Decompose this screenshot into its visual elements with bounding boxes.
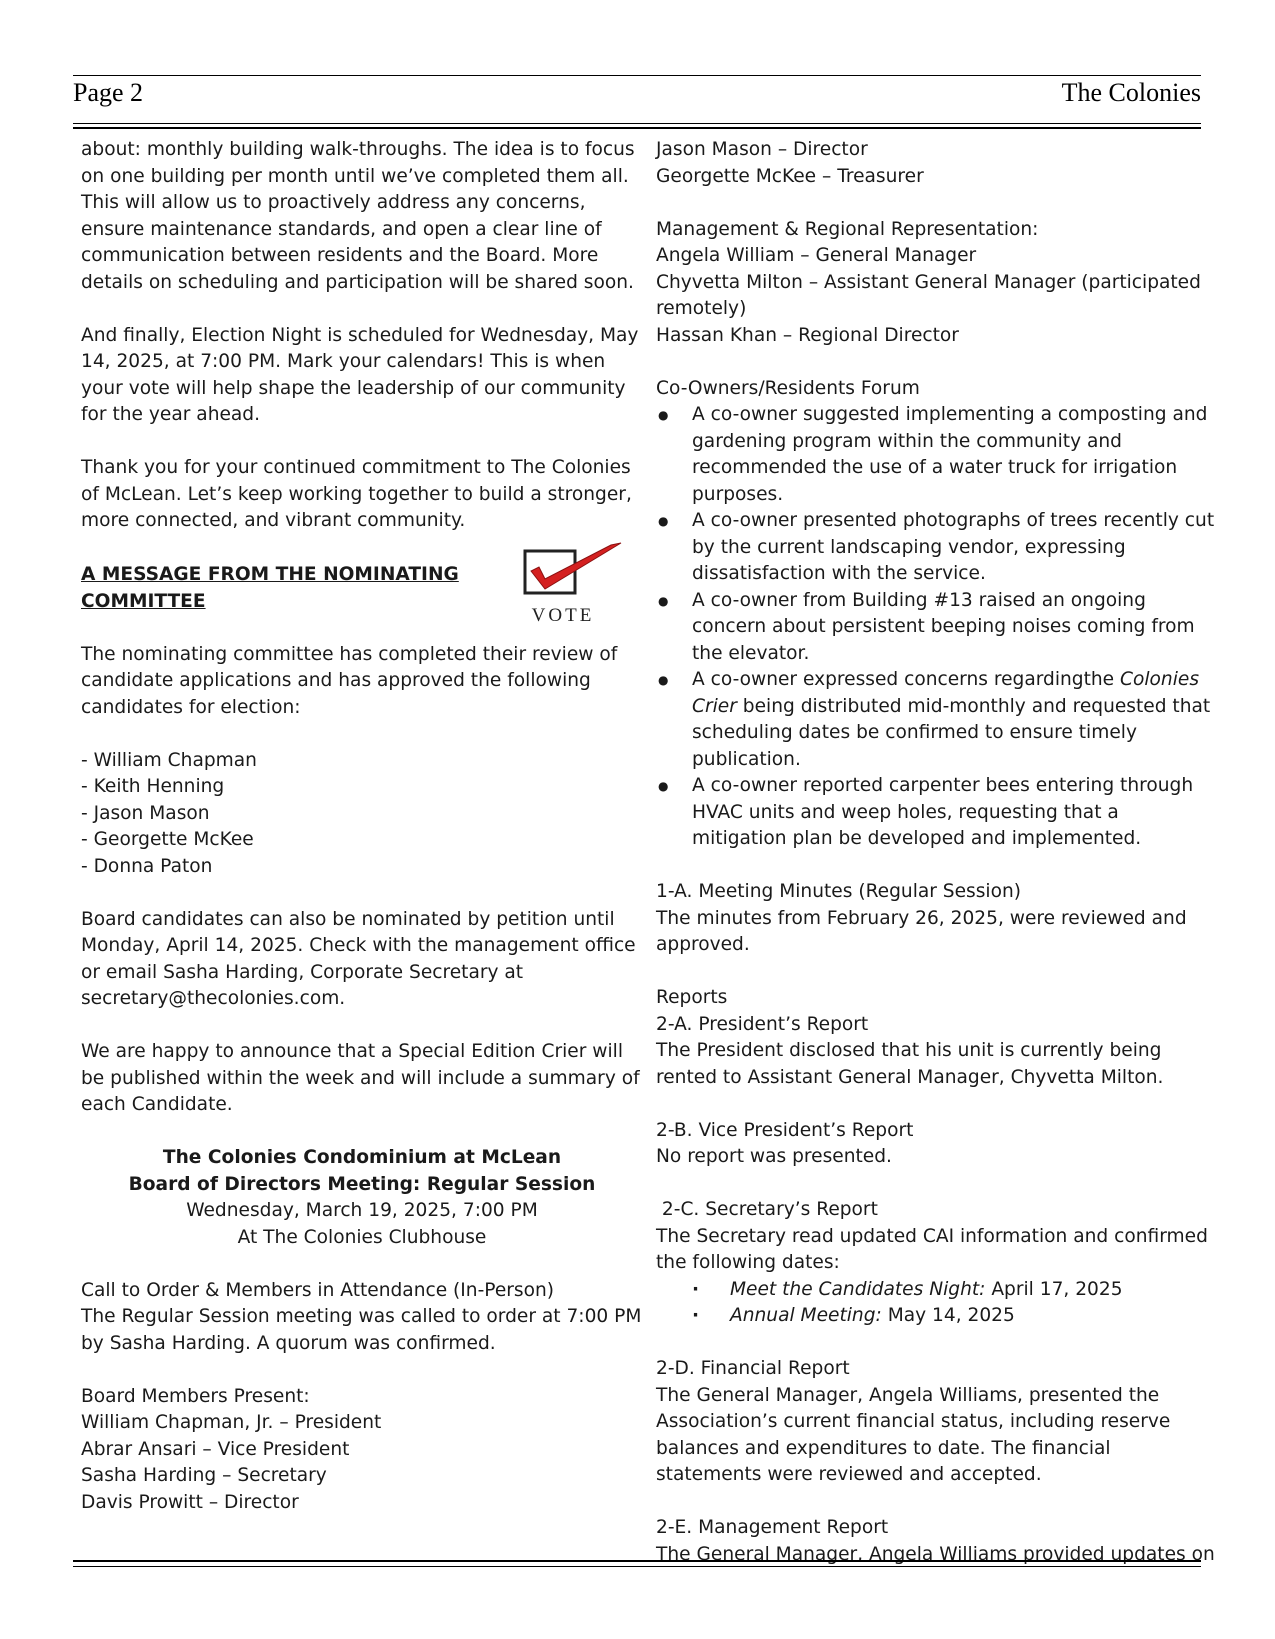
vp-report-text: No report was presented.	[656, 1146, 892, 1167]
date-value: April 17, 2025	[985, 1278, 1123, 1300]
management-member: Angela William – General Manager	[656, 245, 977, 266]
forum-item: ● A co-owner from Building #13 raised an ongoing concern about persistent beeping noises coming from the elevator.	[656, 588, 1216, 668]
management-report-heading: 2-E. Management Report	[656, 1517, 889, 1538]
footer-rule-thick	[73, 1560, 1201, 1562]
secretary-report-heading: 2-C. Secretary’s Report	[656, 1199, 878, 1220]
management-member: Chyvetta Milton – Assistant General Manager (participated remotely)	[656, 271, 1201, 319]
president-report-text: The President disclosed that his unit is currently being rented to Assistant General Manager, Chyvetta Milton.	[656, 1040, 1164, 1088]
financial-report-heading: 2-D. Financial Report	[656, 1358, 850, 1379]
paragraph-special-edition: We are happy to announce that a Special Edition Crier will be published within the week and will include a summary of each Candidate.	[81, 1041, 640, 1115]
president-report-heading: 2-A. President’s Report	[656, 1013, 869, 1035]
board-member: Sasha Harding – Secretary	[81, 1465, 327, 1486]
meeting-place: At The Colonies Clubhouse	[237, 1226, 487, 1248]
candidate-item: - Jason Mason	[81, 802, 210, 824]
candidate-item: - Donna Paton	[81, 855, 213, 877]
nominating-heading: A MESSAGE FROM THE NOMINATING COMMITTEE	[81, 564, 459, 612]
board-member: Abrar Ansari – Vice President	[81, 1438, 350, 1460]
management-member: Hassan Khan – Regional Director	[656, 324, 959, 346]
minutes-heading: 1-A. Meeting Minutes (Regular Session)	[656, 881, 1022, 902]
call-to-order-text: The Regular Session meeting was called to order at 7:00 PM by Sasha Harding. A quorum was confirmed.	[81, 1306, 642, 1354]
candidate-item: - William Chapman	[81, 749, 257, 771]
forum-list	[656, 402, 1216, 853]
dates-list	[656, 1277, 1216, 1330]
date-item	[656, 1303, 1216, 1330]
management-heading: Management & Regional Representation:	[656, 218, 1039, 240]
paragraph-thank-you: Thank you for your continued commitment to The Colonies of McLean. Let’s keep working together to build a stronger, more connected, and vibrant community.	[81, 457, 632, 531]
date-value: May 14, 2025	[881, 1305, 1015, 1326]
date-label: Annual Meeting:	[730, 1305, 882, 1326]
candidate-item: - Keith Henning	[81, 776, 225, 797]
date-label: Meet the Candidates Night:	[730, 1278, 986, 1300]
forum-heading: Co-Owners/Residents Forum	[656, 377, 920, 399]
newsletter-title: The Colonies	[1061, 78, 1201, 107]
meeting-date: Wednesday, March 19, 2025, 7:00 PM	[186, 1200, 538, 1221]
crier-title: Colonies Crier	[692, 669, 1200, 717]
header-top-rule	[73, 75, 1201, 76]
paragraph-walkthroughs: about: monthly building walk-throughs. The idea is to focus on one building per month until we’ve completed them all. This will allow us to proactively address any concerns, ensure maintenance standards, and open a clear line of communication between residents and the Board. More details on scheduling and participation will be shared soon.	[81, 139, 635, 293]
minutes-text: The minutes from February 26, 2025, were reviewed and approved.	[656, 907, 1187, 955]
forum-item: ● A co-owner reported carpenter bees entering through HVAC units and weep holes, requesting that a mitigation plan be developed and implemented.	[656, 773, 1216, 853]
header-rule-thin	[73, 123, 1201, 124]
financial-report-text: The General Manager, Angela Williams, presented the Association’s current financial status, including reserve balances and expenditures to date. The financial statements were reviewed and accepted.	[656, 1384, 1171, 1485]
header-rule-thick	[73, 127, 1201, 129]
date-item	[656, 1277, 1216, 1304]
board-members-heading: Board Members Present:	[81, 1385, 310, 1407]
left-column	[81, 137, 643, 1516]
board-member: William Chapman, Jr. – President	[81, 1412, 382, 1433]
forum-item: ● A co-owner suggested implementing a composting and gardening program within the community and recommended the use of a water truck for irrigation purposes.	[656, 402, 1216, 508]
forum-item-text: A co-owner expressed concerns regardingthe	[692, 669, 1121, 690]
forum-item-text: being distributed mid-monthly and requested that scheduling dates be confirmed to ensure timely publication.	[692, 695, 1211, 770]
management-report-text: The General Manager, Angela Williams provided updates on	[656, 1543, 1215, 1565]
candidate-item: - Georgette McKee	[81, 829, 254, 850]
call-to-order-heading: Call to Order & Members in Attendance (In-Person)	[81, 1279, 555, 1301]
paragraph-election-night: And finally, Election Night is scheduled for Wednesday, May 14, 2025, at 7:00 PM. Mark your calendars! This is when your vote will help shape the leadership of our community for the year ahead.	[81, 324, 639, 425]
page-number: Page 2	[73, 78, 144, 107]
board-member: Georgette McKee – Treasurer	[656, 165, 924, 187]
secretary-report-text: The Secretary read updated CAI information and confirmed the following dates:	[656, 1225, 1208, 1273]
paragraph-petition: Board candidates can also be nominated by petition until Monday, April 14, 2025. Check with the management office or email Sasha Harding, Corporate Secretary at secretary@thecolonies.com.	[81, 908, 636, 1009]
forum-item: ● A co-owner presented photographs of trees recently cut by the current landscaping vendor, expressing dissatisfaction with the service.	[656, 508, 1216, 588]
meeting-title-line2: Board of Directors Meeting: Regular Session	[128, 1173, 596, 1195]
board-member: Davis Prowitt – Director	[81, 1491, 299, 1513]
meeting-title-line1: The Colonies Condominium at McLean	[162, 1147, 562, 1168]
footer-rule-thin	[73, 1566, 1201, 1567]
reports-heading: Reports	[656, 987, 728, 1008]
paragraph-nominating: The nominating committee has completed their review of candidate applications and has approved the following candidates for election:	[81, 643, 618, 718]
right-column	[656, 137, 1216, 1568]
vote-checkbox-icon	[511, 541, 623, 627]
vote-logo-text: VOTE	[531, 605, 595, 626]
forum-item	[656, 667, 1216, 773]
board-member: Jason Mason – Director	[656, 139, 868, 160]
vp-report-heading: 2-B. Vice President’s Report	[656, 1119, 914, 1141]
